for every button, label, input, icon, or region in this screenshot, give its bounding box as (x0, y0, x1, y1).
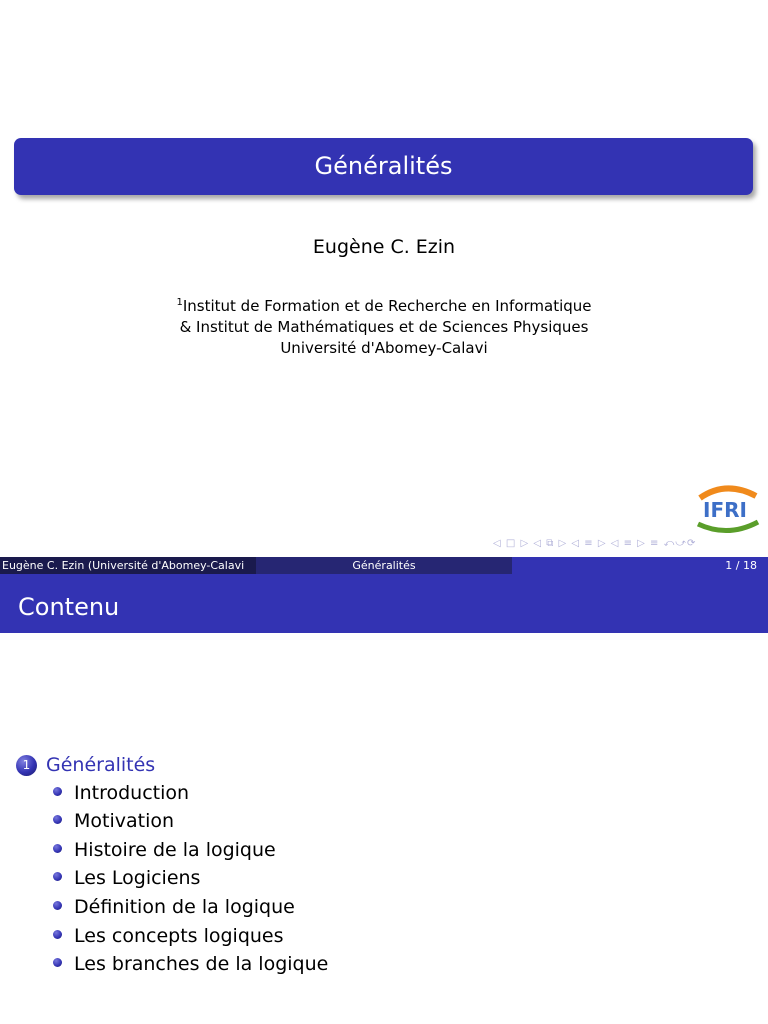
toc-item[interactable]: Les concepts logiques (53, 925, 284, 947)
affiliation-line-1: $^1$Institut de Formation et de Recherche en Informatique (176, 297, 592, 315)
logo-orange-arc (700, 488, 756, 498)
toc-item[interactable]: Les Logiciens (53, 867, 200, 889)
bullet-icon (53, 958, 62, 967)
bullet-icon (53, 844, 62, 853)
affiliation-line-3: Université d'Abomey-Calavi (280, 339, 488, 357)
toc-item[interactable]: Les branches de la logique (53, 953, 328, 975)
toc-item[interactable]: Motivation (53, 810, 174, 832)
toc-section[interactable] (16, 754, 155, 778)
bullet-icon (53, 930, 62, 939)
slide-title: Généralités (14, 138, 753, 195)
toc-item[interactable]: Définition de la logique (53, 896, 295, 918)
frame-title: Contenu (0, 574, 768, 633)
ifri-logo (688, 484, 763, 534)
bullet-icon (53, 787, 62, 796)
bullet-icon (53, 815, 62, 824)
slide-footer (0, 557, 768, 574)
footer-author: Eugène C. Ezin (Université d'Abomey-Calavi (0, 557, 256, 574)
affiliation-line-2: & Institut de Mathématiques et de Sciences Physiques (179, 318, 589, 336)
logo-green-arc (698, 522, 758, 531)
beamer-navigation-symbols[interactable]: ◁ □ ▷ ◁ ⧉ ▷ ◁ ≡ ▷ ◁ ≡ ▷ ≡ ⤺⤻⟳ (493, 538, 697, 549)
footer-page-number: 1 / 18 (512, 557, 768, 574)
affiliation (0, 292, 768, 359)
logo-text: IFRI (703, 498, 747, 522)
footer-title: Généralités (256, 557, 512, 574)
author-name: Eugène C. Ezin (312, 236, 456, 258)
bullet-icon (53, 901, 62, 910)
bullet-icon (53, 872, 62, 881)
section-number-ball: 1 (16, 755, 37, 776)
toc-item[interactable]: Introduction (53, 782, 189, 804)
section-label: Généralités (46, 754, 156, 776)
toc-item[interactable]: Histoire de la logique (53, 839, 276, 861)
affiliation-mark: 1 (176, 297, 183, 308)
